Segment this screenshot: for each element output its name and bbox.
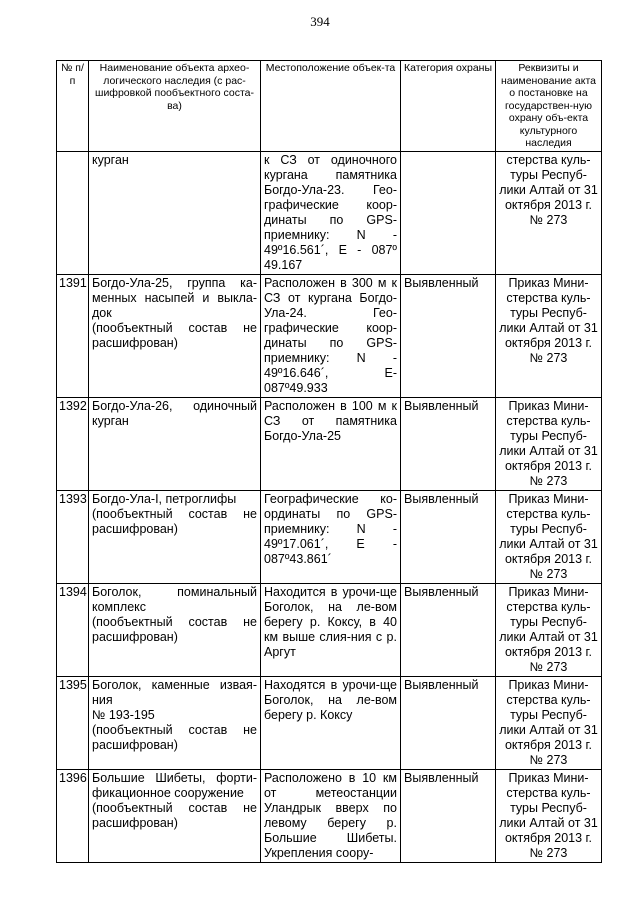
row-category: Выявленный [401,490,496,583]
row-location: Географические ко-ординаты по GPS-приемнику: N - 49º17.061´, E - 087º43.861´ [261,490,401,583]
row-category: Выявленный [401,769,496,862]
row-object-name: Богдо-Ула-26, одиночный курган [89,397,261,490]
row-location: Расположено в 10 км от метеостанции Уландрык вверх по левому берегу р. Большие Шибеты. Укрепления соору- [261,769,401,862]
row-number: 1393 [57,490,89,583]
row-requisites: Приказ Мини-стерства куль-туры Респуб-лики Алтай от 31 октября 2013 г. № 273 [496,490,602,583]
table-row [57,676,602,769]
row-category [401,151,496,274]
row-location: Находится в урочи-ще Боголок, на ле-вом берегу р. Коксу, в 40 км выше слия-ния с р. Аргут [261,583,401,676]
row-location: Находятся в урочи-ще Боголок, на ле-вом берегу р. Коксу [261,676,401,769]
table-row [57,151,602,274]
row-requisites: Приказ Мини-стерства куль-туры Респуб-лики Алтай от 31 октября 2013 г. № 273 [496,676,602,769]
row-number: 1392 [57,397,89,490]
heritage-table [56,60,602,863]
row-number: 1394 [57,583,89,676]
row-object-name: курган [89,151,261,274]
header-number: № п/п [57,61,89,152]
row-category: Выявленный [401,676,496,769]
header-name: Наименование объекта архео-логического наследия (с рас-шифровкой пообъектного соста-ва) [89,61,261,152]
row-number: 1396 [57,769,89,862]
row-location: к СЗ от одиночного кургана памятника Богдо-Ула-23. Гео-графические коор-динаты по GPS-приемнику: N - 49º16.561´, E - 087º 49.167 [261,151,401,274]
row-location: Расположен в 100 м к СЗ от памятника Богдо-Ула-25 [261,397,401,490]
row-category: Выявленный [401,274,496,397]
table-row [57,397,602,490]
row-location: Расположен в 300 м к СЗ от кургана Богдо-Ула-24. Гео-графические коор-динаты по GPS-приемнику: N - 49º16.646´, E-087º49.933 [261,274,401,397]
header-location: Местоположение объек-та [261,61,401,152]
row-requisites: Приказ Мини-стерства куль-туры Респуб-лики Алтай от 31 октября 2013 г. № 273 [496,769,602,862]
row-requisites: Приказ Мини-стерства куль-туры Респуб-лики Алтай от 31 октября 2013 г. № 273 [496,397,602,490]
row-requisites: стерства куль-туры Респуб-лики Алтай от 31 октября 2013 г. № 273 [496,151,602,274]
table-row [57,769,602,862]
row-category: Выявленный [401,583,496,676]
table-row [57,583,602,676]
row-number: 1395 [57,676,89,769]
row-category: Выявленный [401,397,496,490]
row-object-name: Большие Шибеты, форти-фикационное сооружение (пообъектный состав не расшифрован) [89,769,261,862]
table-header-row [57,61,602,152]
row-number: 1391 [57,274,89,397]
row-object-name: Боголок, каменные извая-ния № 193-195 (пообъектный состав не расшифрован) [89,676,261,769]
table-row [57,490,602,583]
header-requisites: Реквизиты и наименование акта о постановке на государствен-ную охрану объ-екта культурного наследия [496,61,602,152]
table-row [57,274,602,397]
row-object-name: Богдо-Ула-I, петроглифы (пообъектный состав не расшифрован) [89,490,261,583]
page-number: 394 [310,14,330,29]
row-number [57,151,89,274]
row-requisites: Приказ Мини-стерства куль-туры Респуб-лики Алтай от 31 октября 2013 г. № 273 [496,583,602,676]
row-object-name: Боголок, поминальный комплекс (пообъектный состав не расшифрован) [89,583,261,676]
header-category: Категория охраны [401,61,496,152]
row-requisites: Приказ Мини-стерства куль-туры Респуб-лики Алтай от 31 октября 2013 г. № 273 [496,274,602,397]
row-object-name: Богдо-Ула-25, группа ка-менных насыпей и выкла-док (пообъектный состав не расшифрован) [89,274,261,397]
